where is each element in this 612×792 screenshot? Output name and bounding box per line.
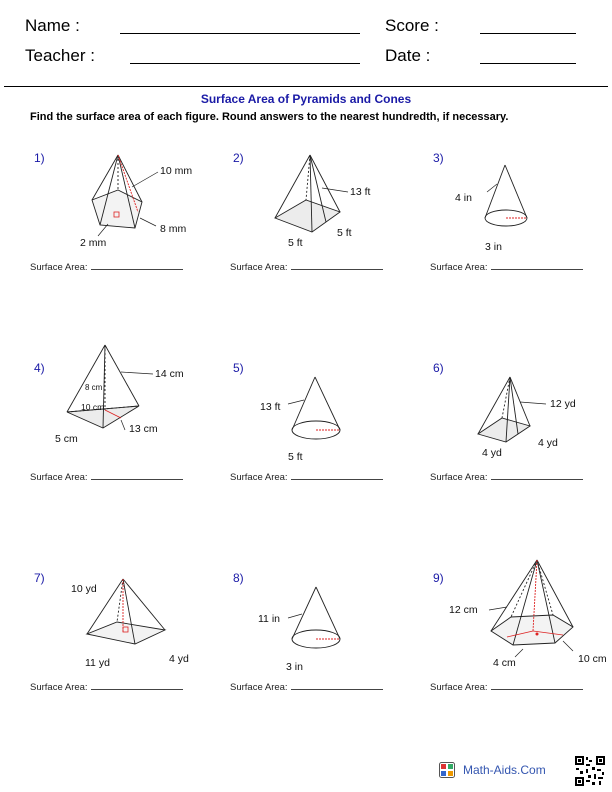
figure-5-cone bbox=[260, 372, 360, 467]
dimension-label: 8 mm bbox=[160, 223, 187, 235]
dimension-label: 4 yd bbox=[538, 437, 558, 449]
answer-label: Surface Area: bbox=[30, 262, 88, 273]
answer-blank[interactable] bbox=[91, 681, 183, 690]
dimension-label: 10 yd bbox=[71, 583, 97, 595]
problem-number: 7) bbox=[34, 571, 45, 585]
worksheet-title: Surface Area of Pyramids and Cones bbox=[200, 92, 412, 106]
problem-number: 2) bbox=[233, 151, 244, 165]
dimension-label: 11 in bbox=[258, 613, 280, 625]
dimension-label: 13 ft bbox=[260, 401, 281, 413]
dimension-label: 4 yd bbox=[482, 447, 502, 459]
name-field[interactable] bbox=[120, 33, 360, 34]
problem-number: 9) bbox=[433, 571, 444, 585]
qr-code-icon bbox=[574, 755, 606, 787]
figure-8-cone bbox=[258, 582, 358, 677]
figure-6-square-pyramid bbox=[470, 372, 590, 462]
footer-brand[interactable]: Math-Aids.Com bbox=[463, 763, 546, 777]
dimension-label: 2 mm bbox=[80, 237, 107, 249]
answer-row[interactable] bbox=[430, 471, 583, 483]
problem-number: 6) bbox=[433, 361, 444, 375]
dimension-label: 14 cm bbox=[155, 368, 184, 380]
answer-row[interactable] bbox=[230, 681, 383, 693]
answer-label: Surface Area: bbox=[230, 472, 288, 483]
answer-label: Surface Area: bbox=[430, 682, 488, 693]
calculator-icon bbox=[439, 762, 455, 778]
dimension-label: 12 yd bbox=[550, 398, 576, 410]
dimension-label: 5 ft bbox=[288, 237, 303, 249]
header-divider bbox=[4, 86, 608, 87]
answer-row[interactable] bbox=[230, 471, 383, 483]
answer-blank[interactable] bbox=[291, 681, 383, 690]
answer-blank[interactable] bbox=[491, 681, 583, 690]
dimension-label: 13 cm bbox=[129, 423, 158, 435]
dimension-label: 12 cm bbox=[449, 604, 478, 616]
problem-number: 8) bbox=[233, 571, 244, 585]
problem-number: 1) bbox=[34, 151, 45, 165]
figure-3-cone bbox=[455, 160, 545, 255]
answer-blank[interactable] bbox=[291, 261, 383, 270]
figure-2-square-pyramid bbox=[270, 150, 390, 250]
problem-number: 5) bbox=[233, 361, 244, 375]
dimension-label: 3 in bbox=[286, 661, 303, 673]
instructions: Find the surface area of each figure. Round answers to the nearest hundredth, if necessary. bbox=[30, 111, 509, 123]
dimension-label: 11 yd bbox=[85, 657, 110, 669]
dimension-label: 5 cm bbox=[55, 433, 78, 445]
answer-label: Surface Area: bbox=[430, 262, 488, 273]
problem-number: 3) bbox=[433, 151, 444, 165]
dimension-label: 4 in bbox=[455, 192, 472, 204]
answer-row[interactable] bbox=[30, 471, 183, 483]
answer-row[interactable] bbox=[430, 261, 583, 273]
answer-label: Surface Area: bbox=[430, 472, 488, 483]
answer-row[interactable] bbox=[30, 681, 183, 693]
answer-blank[interactable] bbox=[291, 471, 383, 480]
name-label: Name : bbox=[25, 16, 80, 35]
answer-label: Surface Area: bbox=[230, 682, 288, 693]
answer-blank[interactable] bbox=[491, 261, 583, 270]
answer-blank[interactable] bbox=[491, 471, 583, 480]
dimension-label: 4 cm bbox=[493, 657, 516, 669]
figure-9-hexagonal-pyramid bbox=[445, 555, 610, 670]
answer-label: Surface Area: bbox=[30, 682, 88, 693]
answer-row[interactable] bbox=[430, 681, 583, 693]
dimension-label: 5 ft bbox=[337, 227, 352, 239]
problem-number: 4) bbox=[34, 361, 45, 375]
date-field[interactable] bbox=[480, 63, 576, 64]
dimension-label: 10 mm bbox=[160, 165, 193, 177]
teacher-label: Teacher : bbox=[25, 46, 95, 65]
answer-row[interactable] bbox=[30, 261, 183, 273]
answer-label: Surface Area: bbox=[230, 262, 288, 273]
dimension-label: 10 cm bbox=[578, 653, 607, 665]
answer-blank[interactable] bbox=[91, 261, 183, 270]
dimension-label: 10 cm bbox=[81, 402, 105, 412]
teacher-field[interactable] bbox=[130, 63, 360, 64]
score-label: Score : bbox=[385, 16, 439, 35]
dimension-label: 8 cm bbox=[85, 383, 103, 392]
figure-7-rectangular-pyramid bbox=[65, 574, 200, 674]
answer-row[interactable] bbox=[230, 261, 383, 273]
score-field[interactable] bbox=[480, 33, 576, 34]
dimension-label: 13 ft bbox=[350, 186, 371, 198]
answer-blank[interactable] bbox=[91, 471, 183, 480]
date-label: Date : bbox=[385, 46, 431, 65]
dimension-label: 5 ft bbox=[288, 451, 303, 463]
dimension-label: 3 in bbox=[485, 241, 502, 253]
dimension-label: 4 yd bbox=[169, 653, 189, 665]
answer-label: Surface Area: bbox=[30, 472, 88, 483]
figure-1-pentagonal-pyramid bbox=[70, 150, 210, 250]
figure-4-triangular-pyramid bbox=[55, 340, 205, 450]
